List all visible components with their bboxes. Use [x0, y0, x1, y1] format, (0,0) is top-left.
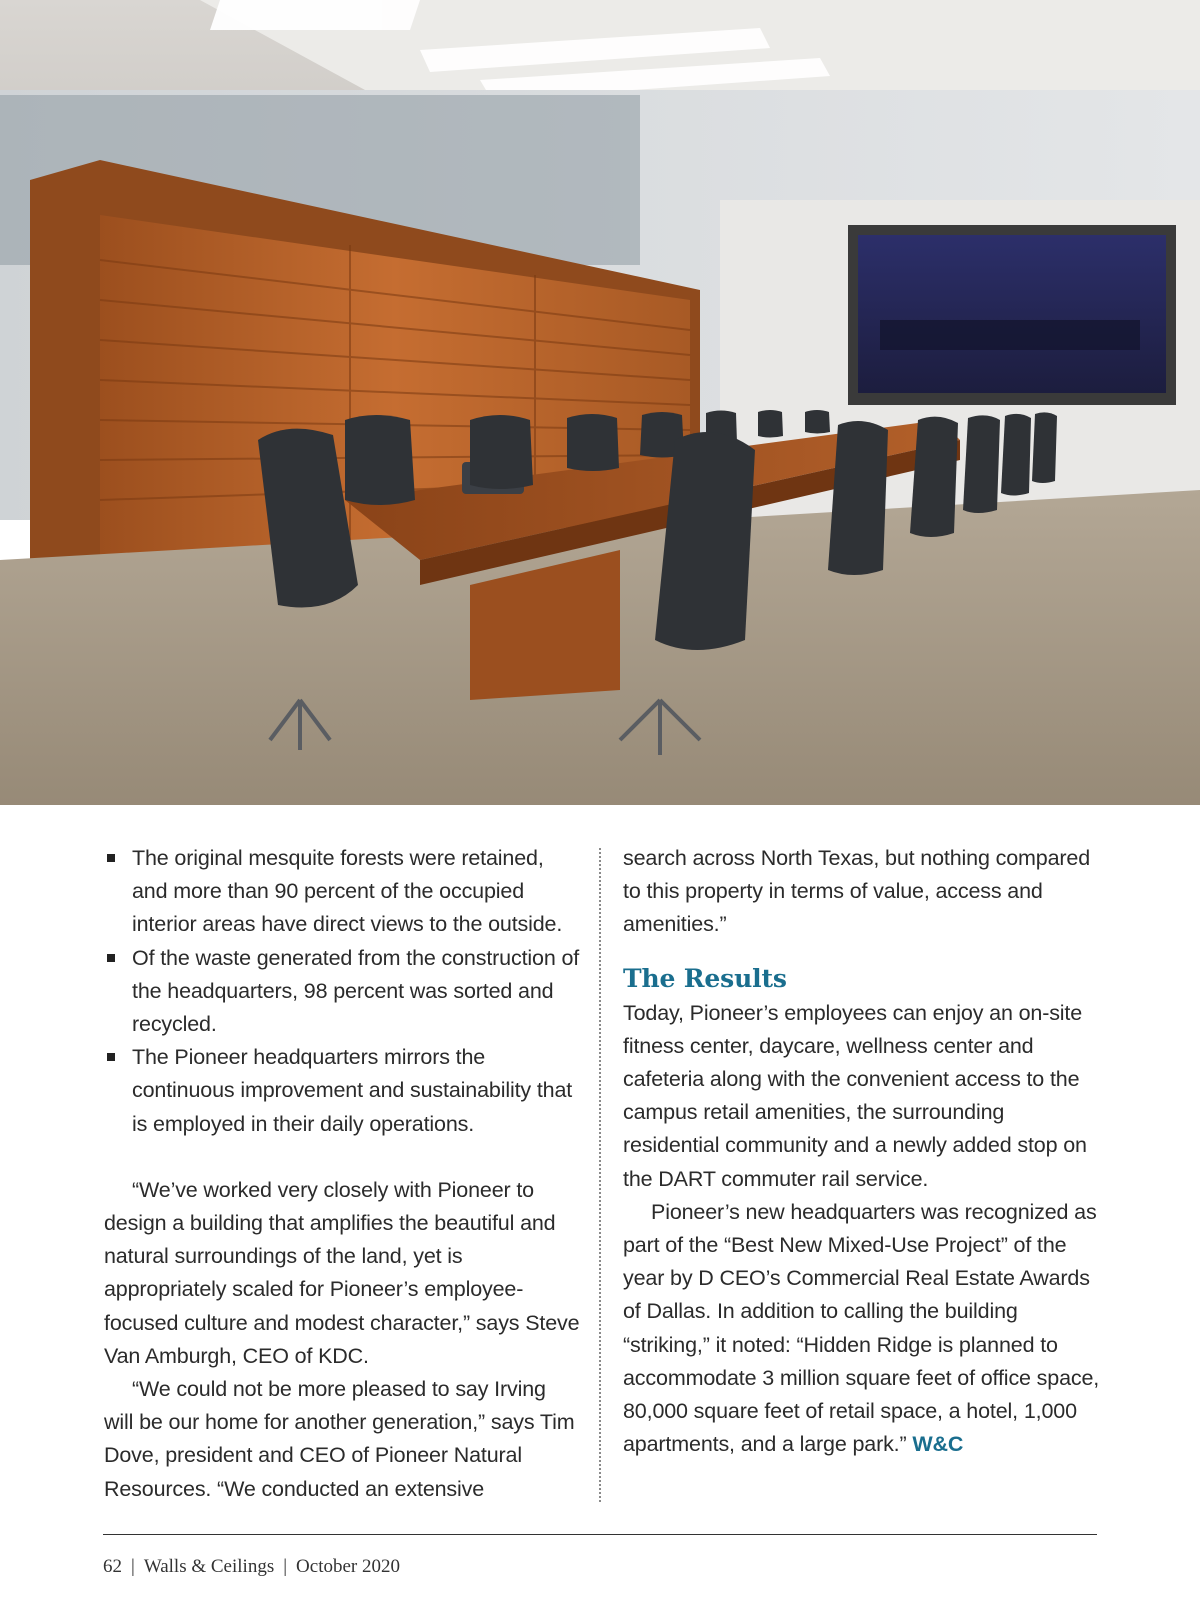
section-heading-results: The Results [623, 963, 787, 993]
continued-quote-paragraph: search across North Texas, but nothing compared to this property in terms of value, access and amenities.” [623, 846, 1091, 937]
quote-pioneer-paragraph: “We could not be more pleased to say Irving will be our home for another generation,” says Tim Dove, president and CEO of Pioneer Natural Resources. “We conducted an extensive [104, 1377, 575, 1501]
signoff-logo: W&C [912, 1432, 964, 1457]
bullet-list [104, 842, 580, 1141]
footer-separator: | [283, 1556, 288, 1577]
bullet-item-forests: The original mesquite forests were retained, and more than 90 percent of the occupied interior areas have direct views to the outside. [104, 842, 580, 942]
quote-kdc-paragraph: “We’ve worked very closely with Pioneer to design a building that amplifies the beautiful and natural surroundings of the land, yet is appropriately scaled for Pioneer’s employee-focused culture and modest character,” says Steve Van Amburgh, CEO of KDC. [104, 1177, 580, 1368]
issue-date: October 2020 [296, 1556, 400, 1577]
results-paragraph-amenities: Today, Pioneer’s employees can enjoy an on-site fitness center, daycare, wellness center and cafeteria along with the convenient access to the campus retail amenities, the surrounding residential community and a newly added stop on the DART commuter rail service. [623, 1000, 1087, 1191]
page-number: 62 [103, 1556, 122, 1577]
bullet-item-waste: Of the waste generated from the construction of the headquarters, 98 percent was sorted and recycled. [104, 942, 580, 1042]
page-footer [103, 1556, 400, 1578]
column-divider [599, 848, 601, 1502]
publication-name: Walls & Ceilings [143, 1556, 275, 1577]
left-column [104, 842, 580, 1506]
footer-rule [103, 1534, 1097, 1535]
right-column [623, 842, 1103, 1461]
results-paragraph-award-text: Pioneer’s new headquarters was recognized as part of the “Best New Mixed-Use Project” of the year by D CEO’s Commercial Real Estate Awards of Dallas. In addition to calling the building “striking,” it noted: “Hidden Ridge is planned to accommodate 3 million square feet of office space, 80,000 square feet of retail space, a hotel, 1,000 apartments, and a large park.” [623, 1199, 1100, 1457]
footer-separator: | [131, 1556, 135, 1577]
bullet-item-sustainability: The Pioneer headquarters mirrors the continuous improvement and sustainability that is employed in their daily operations. [104, 1041, 580, 1141]
results-paragraph-award [623, 1196, 1103, 1462]
